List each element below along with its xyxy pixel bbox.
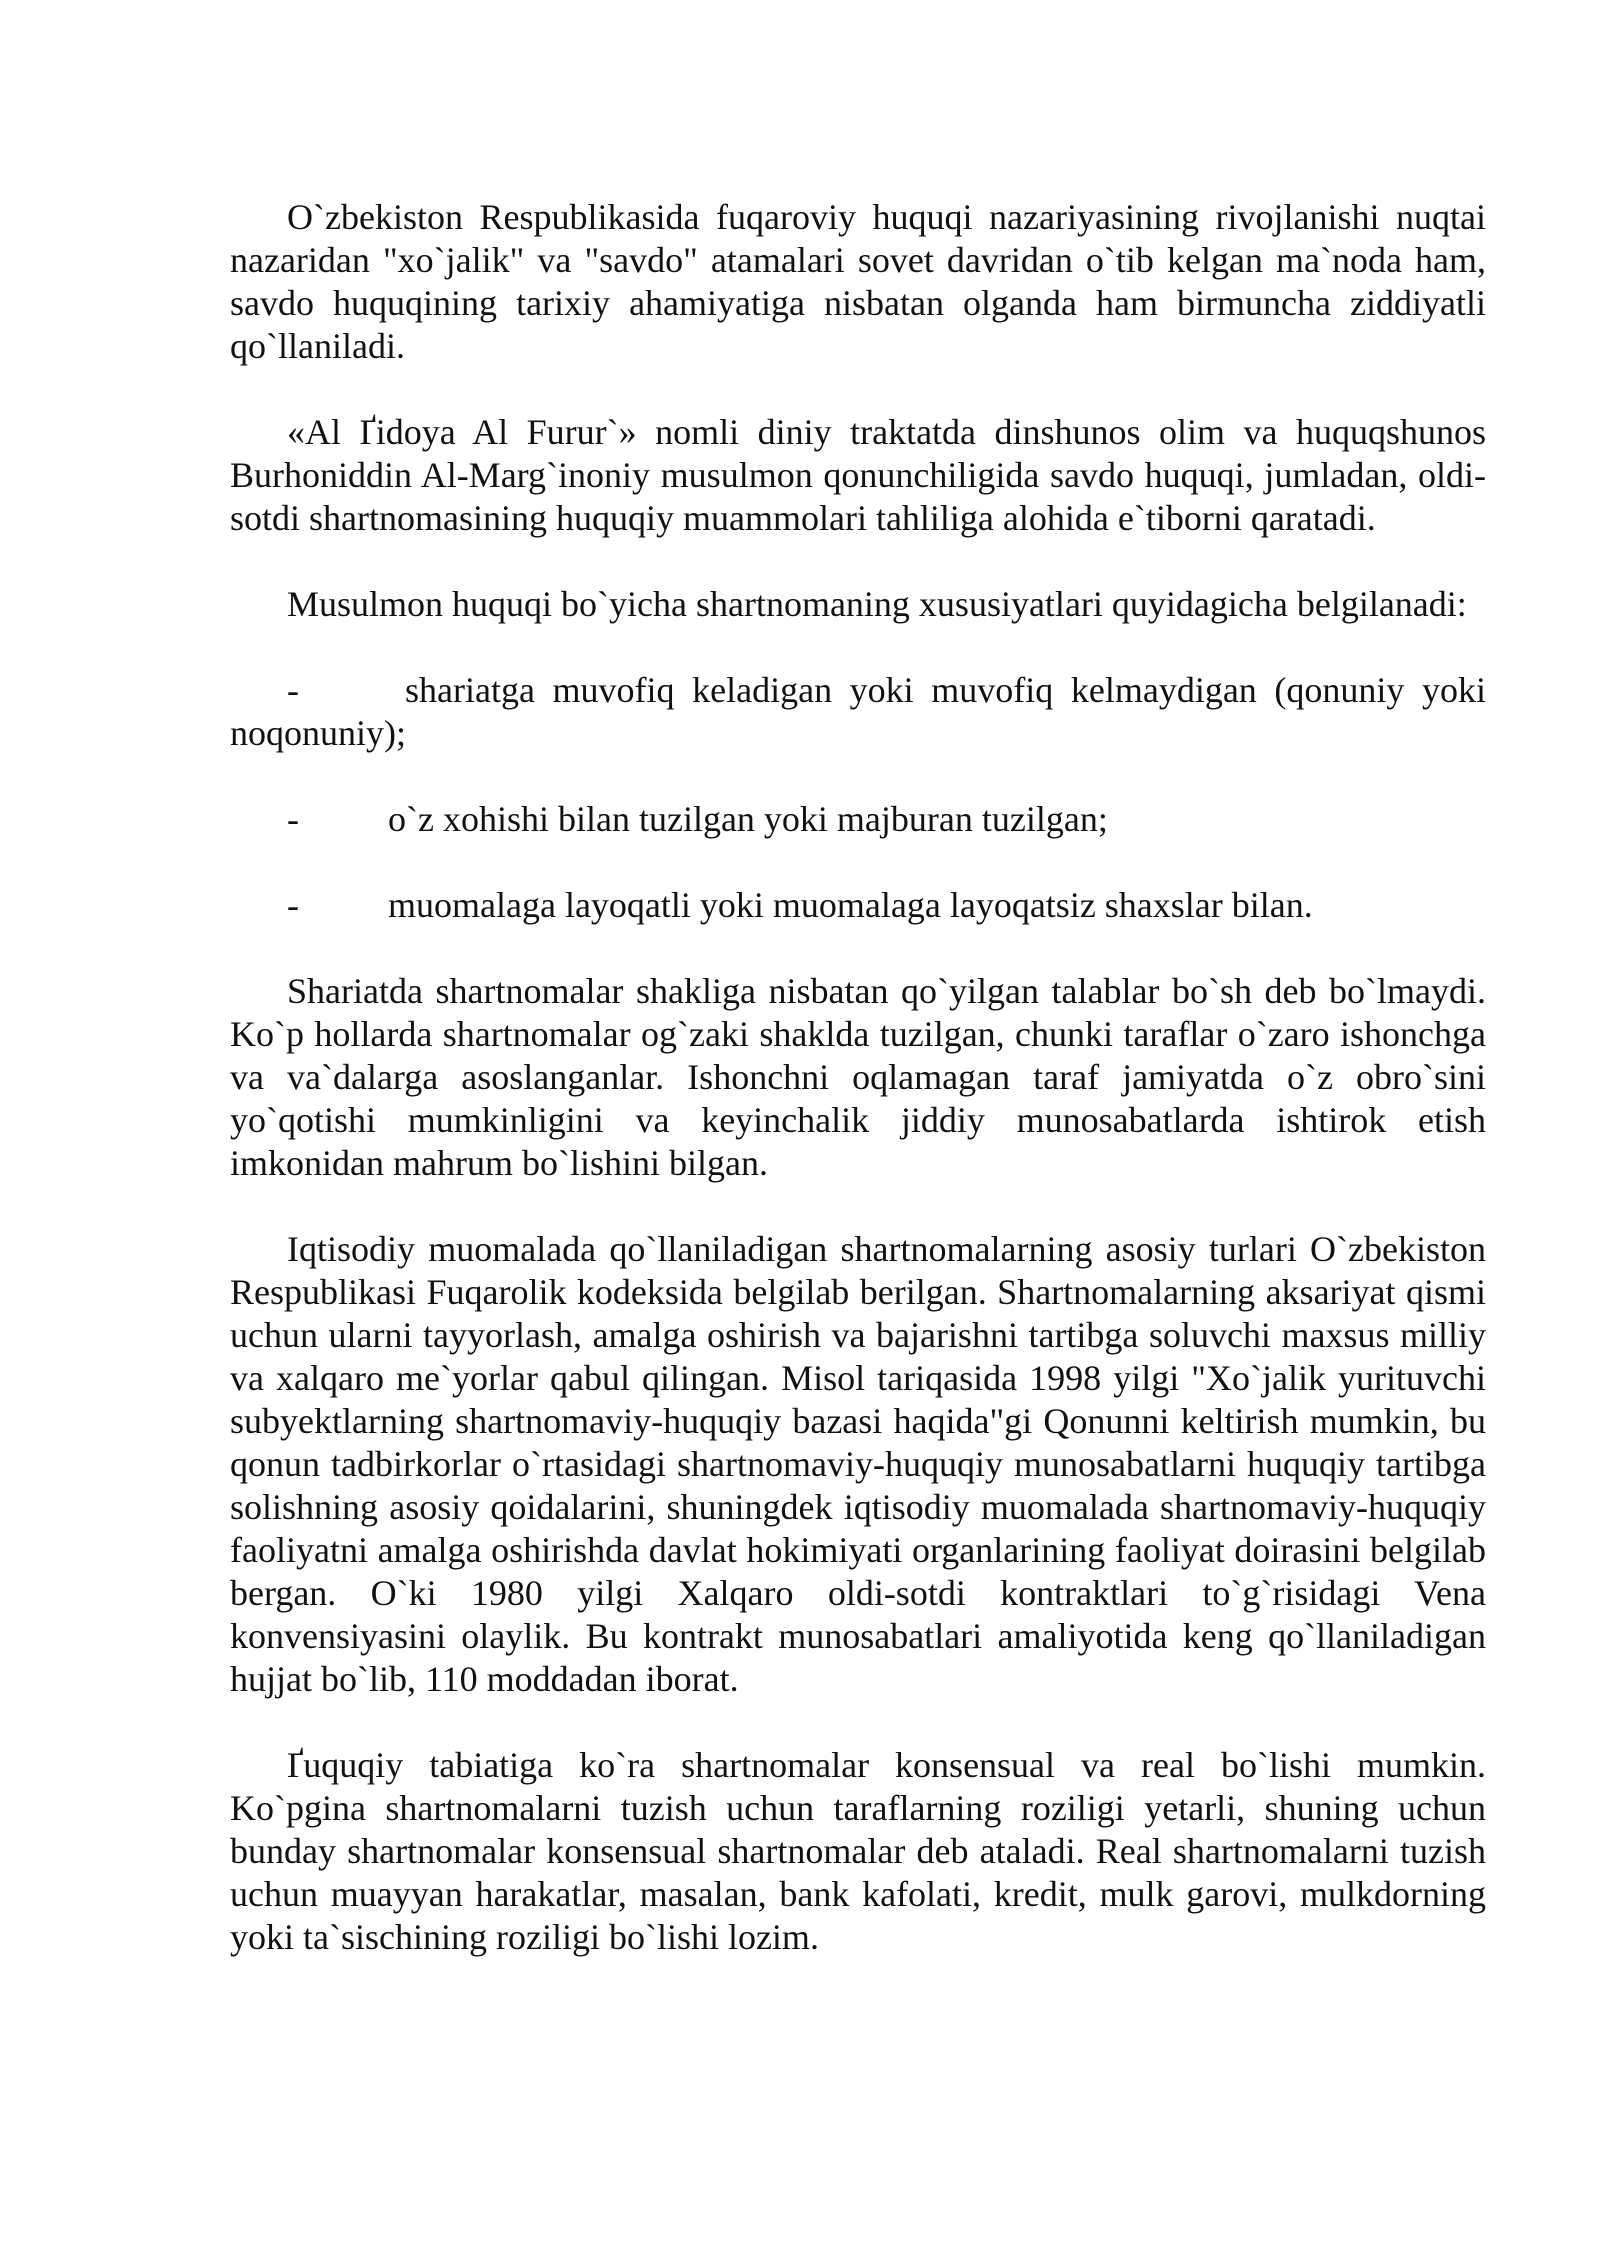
- paragraph-contract-types: Iqtisodiy muomalada qo`llaniladigan shartnomalarning asosiy turlari O`zbekiston Respublikasi Fuqarolik kodeksida belgilab berilgan. Shartnomalarning aksariyat qismi uchun ularni tayyorlash, amalga oshirish va bajarishni tartibga soluvchi maxsus milliy va xalqaro me`yorlar qabul qilingan. Misol tariqasida 1998 yilgi "Xo`jalik yurituvchi subyektlarning shartnomaviy-huquqiy bazasi haqida"gi Qonunni keltirish mumkin, bu qonun tadbirkorlar o`rtasidagi shartnomaviy-huquqiy munosabatlarni huquqiy tartibga solishning asosiy qoidalarini, shuningdek iqtisodiy muomalada shartnomaviy-huquqiy faoliyatni amalga oshirishda davlat hokimiyati organlarining faoliyat doirasini belgilab bergan. O`ki 1980 yilgi Xalqaro oldi-sotdi kontraktlari to`g`risidagi Vena konvensiyasini olaylik. Bu kontrakt munosabatlari amaliyotida keng qo`llaniladigan hujjat bo`lib, 110 moddadan iborat.: [230, 1229, 1486, 1699]
- list-item-sharia-compliance: [230, 669, 1486, 755]
- paragraph-contract-features-intro: Musulmon huquqi bo`yicha shartnomaning xususiyatlari quyidagicha belgilanadi:: [287, 584, 1467, 624]
- list-item-capacity: [230, 884, 1486, 927]
- list-item-voluntary: [230, 798, 1486, 841]
- document-page: [230, 196, 1486, 1959]
- paragraph-hidoya-treatise: «Al Ґidoya Al Furur`» nomli diniy traktatda dinshunos olim va huquqshunos Burhoniddin Al-Marg`inoniy musulmon qonunchiligida savdo huquqi, jumladan, oldi-sotdi shartnomasining huquqiy muammolari tahliliga alohida e`tiborni qaratadi.: [230, 412, 1486, 538]
- list-dash: -: [287, 670, 299, 710]
- list-item-text: shariatga muvofiq keladigan yoki muvofiq kelmaydigan (qonuniy yoki noqonuniy);: [230, 670, 1486, 753]
- list-dash: -: [287, 885, 299, 925]
- list-item-text: o`z xohishi bilan tuzilgan yoki majburan tuzilgan;: [388, 799, 1108, 839]
- paragraph-contract-form: Shariatda shartnomalar shakliga nisbatan qo`yilgan talablar bo`sh deb bo`lmaydi. Ko`p hollarda shartnomalar og`zaki shaklda tuzilgan, chunki taraflar o`zaro ishonchga va va`dalarga asoslanganlar. Ishonchni oqlamagan taraf jamiyatda o`z obro`sini yo`qotishi mumkinligini va keyinchalik jiddiy munosabatlarda ishtirok etish imkonidan mahrum bo`lishini bilgan.: [230, 971, 1486, 1183]
- list-dash: -: [287, 799, 299, 839]
- paragraph-terminology: O`zbekiston Respublikasida fuqaroviy huquqi nazariyasining rivojlanishi nuqtai nazaridan "xo`jalik" va "savdo" atamalari sovet davridan o`tib kelgan ma`noda ham, savdo huquqining tarixiy ahamiyatiga nisbatan olganda ham birmuncha ziddiyatli qo`llaniladi.: [230, 197, 1486, 366]
- list-item-text: muomalaga layoqatli yoki muomalaga layoqatsiz shaxslar bilan.: [388, 885, 1313, 925]
- paragraph-consensual-real: Ґuquqiy tabiatiga ko`ra shartnomalar konsensual va real bo`lishi mumkin. Ko`pgina shartnomalarni tuzish uchun taraflarning roziligi yetarli, shuning uchun bunday shartnomalar konsensual shartnomalar deb ataladi. Real shartnomalarni tuzish uchun muayyan harakatlar, masalan, bank kafolati, kredit, mulk garovi, mulkdorning yoki ta`sischining roziligi bo`lishi lozim.: [230, 1745, 1486, 1957]
